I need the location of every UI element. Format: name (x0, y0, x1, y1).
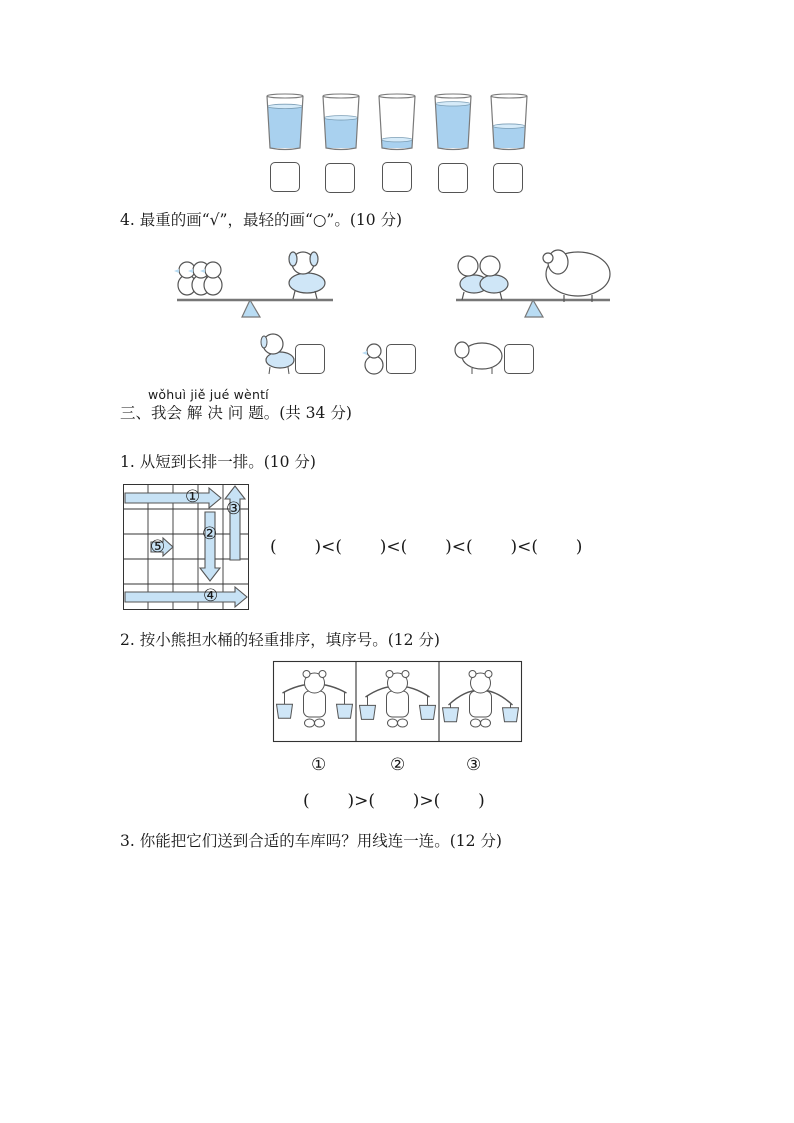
glass-1 (267, 94, 303, 150)
bear-label-1: ① (311, 755, 327, 775)
arrow-label-4: ④ (203, 586, 219, 606)
arrow-label-1: ① (185, 487, 201, 507)
answer-box-glass-1[interactable] (270, 162, 300, 192)
section-3-pinyin: wǒhuì jiě jué wèntí (148, 387, 269, 402)
answer-box-glass-4[interactable] (438, 163, 468, 193)
problem-1-blanks[interactable]: ( )<( )<( )<( )<( ) (270, 537, 583, 557)
chick-answer-icon (361, 340, 387, 376)
problem-2-blanks[interactable]: ( )>( )>( ) (303, 791, 485, 811)
dog-icon (289, 252, 325, 299)
dog-icon (458, 256, 508, 300)
dog-answer-icon (258, 330, 298, 375)
glass-5 (491, 94, 527, 150)
answer-box-dog[interactable] (295, 344, 325, 374)
problem-3-text: 3. 你能把它们送到合适的车库吗？用线连一连。(12 分) (120, 832, 502, 850)
answer-box-glass-2[interactable] (325, 163, 355, 193)
glass-2 (323, 94, 359, 150)
glasses-row (258, 94, 538, 154)
sheep-answer-icon (452, 336, 504, 376)
arrow-label-3: ③ (226, 499, 242, 519)
answer-box-chick[interactable] (386, 344, 416, 374)
problem-2-text: 2. 按小熊担水桶的轻重排序，填序号。(12 分) (120, 631, 440, 649)
answer-box-glass-3[interactable] (382, 162, 412, 192)
section-3-heading: 三、我会 解 决 问 题。(共 34 分) (120, 404, 352, 422)
bear-panels (273, 661, 523, 743)
question-4-text: 4. 最重的画“√”，最轻的画“○”。(10 分) (120, 211, 403, 229)
answer-box-sheep[interactable] (504, 344, 534, 374)
bear-label-3: ③ (466, 755, 482, 775)
glass-3 (379, 94, 415, 150)
problem-1-text: 1. 从短到长排一排。(10 分) (120, 453, 316, 471)
arrow-label-2: ② (202, 524, 218, 544)
seesaw-dogs-vs-sheep (448, 240, 618, 320)
bear-label-2: ② (390, 755, 406, 775)
arrow-label-5: ⑤ (150, 537, 166, 557)
glass-4 (435, 94, 471, 150)
seesaw-chicks-vs-dog (165, 245, 340, 320)
chick-icon (178, 262, 222, 295)
sheep-icon (543, 250, 610, 302)
answer-box-glass-5[interactable] (493, 163, 523, 193)
